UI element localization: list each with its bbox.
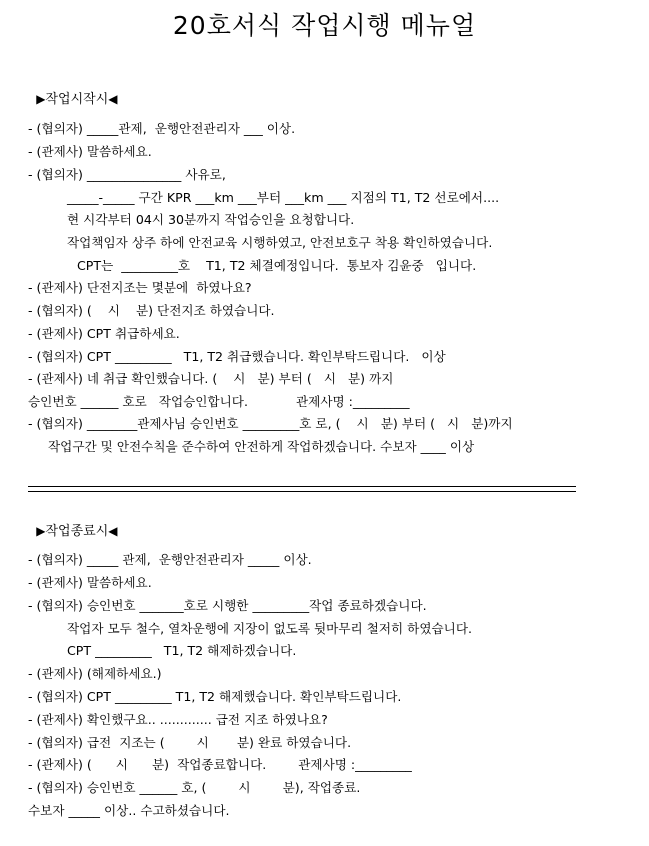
start-line-15: 작업구간 및 안전수칙을 준수하여 안전하게 작업하겠습니다. 수보자 ____ 이상 bbox=[48, 439, 475, 454]
end-line-8: - (관제사) 확인했구요.. ............. 급전 지조 하였나요? bbox=[28, 712, 328, 727]
end-line-7: - (협의자) CPT _________ T1, T2 해제했습니다. 확인부탁드립니다. bbox=[28, 689, 402, 704]
start-line-13: 승인번호 ______ 호로 작업승인합니다. 관제사명 :_________ bbox=[28, 394, 410, 409]
start-line-11: - (협의자) CPT _________ T1, T2 취급했습니다. 확인부탁드립니다. 이상 bbox=[28, 349, 446, 364]
right-triangle-icon: ▶ bbox=[36, 524, 46, 538]
start-line-7: CPT는 _________호 T1, T2 체결예정입니다. 통보자 김윤중 입니다. bbox=[77, 258, 477, 273]
start-line-14: - (협의자) ________관제사님 승인번호 _________호 로, ( 시 분) 부터 ( 시 분)까지 bbox=[28, 416, 513, 431]
start-section-heading bbox=[28, 75, 118, 108]
end-line-1: - (협의자) _____ 관제, 운행안전관리자 _____ 이상. bbox=[28, 552, 312, 567]
start-line-5: 현 시각부터 04시 30분까지 작업승인을 요청합니다. bbox=[67, 212, 355, 227]
start-line-6: 작업책임자 상주 하에 안전교육 시행하였고, 안전보호구 착용 확인하였습니다. bbox=[67, 235, 493, 250]
left-triangle-icon: ◀ bbox=[108, 524, 118, 538]
start-line-2: - (관제사) 말씀하세요. bbox=[28, 144, 152, 159]
section-divider bbox=[28, 486, 576, 492]
end-line-9: - (협의자) 급전 지조는 ( 시 분) 완료 하였습니다. bbox=[28, 735, 352, 750]
start-line-1: - (협의자) _____관제, 운행안전관리자 ___ 이상. bbox=[28, 121, 296, 136]
start-section-title: 작업시작시 bbox=[45, 92, 109, 107]
end-line-4: 작업자 모두 철수, 열차운행에 지장이 없도록 뒷마무리 철저히 하였습니다. bbox=[67, 621, 472, 636]
start-line-10: - (관제사) CPT 취급하세요. bbox=[28, 326, 180, 341]
end-line-5: CPT _________ T1, T2 해제하겠습니다. bbox=[67, 643, 297, 658]
left-triangle-icon: ◀ bbox=[108, 92, 118, 106]
end-line-2: - (관제사) 말씀하세요. bbox=[28, 575, 152, 590]
document-title: 20호서식 작업시행 메뉴얼 bbox=[172, 11, 477, 40]
start-line-8: - (관제사) 단전지조는 몇분에 하였나요? bbox=[28, 280, 252, 295]
right-triangle-icon: ▶ bbox=[36, 92, 46, 106]
start-line-12: - (관제사) 네 취급 확인했습니다. ( 시 분) 부터 ( 시 분) 까지 bbox=[28, 371, 394, 386]
start-line-9: - (협의자) ( 시 분) 단전지조 하였습니다. bbox=[28, 303, 275, 318]
end-line-10: - (관제사) ( 시 분) 작업종료합니다. 관제사명 :_________ bbox=[28, 757, 412, 772]
end-section-heading bbox=[28, 507, 118, 540]
start-line-4: _____-_____ 구간 KPR ___km ___부터 ___km ___ 지점의 T1, T2 선로에서.... bbox=[67, 190, 500, 205]
end-line-6: - (관제사) (해제하세요.) bbox=[28, 666, 162, 681]
end-line-12: 수보자 _____ 이상.. 수고하셨습니다. bbox=[28, 803, 230, 818]
end-line-3: - (협의자) 승인번호 _______호로 시행한 _________작업 종료하겠습니다. bbox=[28, 598, 427, 613]
end-line-11: - (협의자) 승인번호 ______ 호, ( 시 분), 작업종료. bbox=[28, 780, 361, 795]
start-line-3: - (협의자) _______________ 사유로, bbox=[28, 167, 226, 182]
end-section-title: 작업종료시 bbox=[45, 524, 109, 539]
